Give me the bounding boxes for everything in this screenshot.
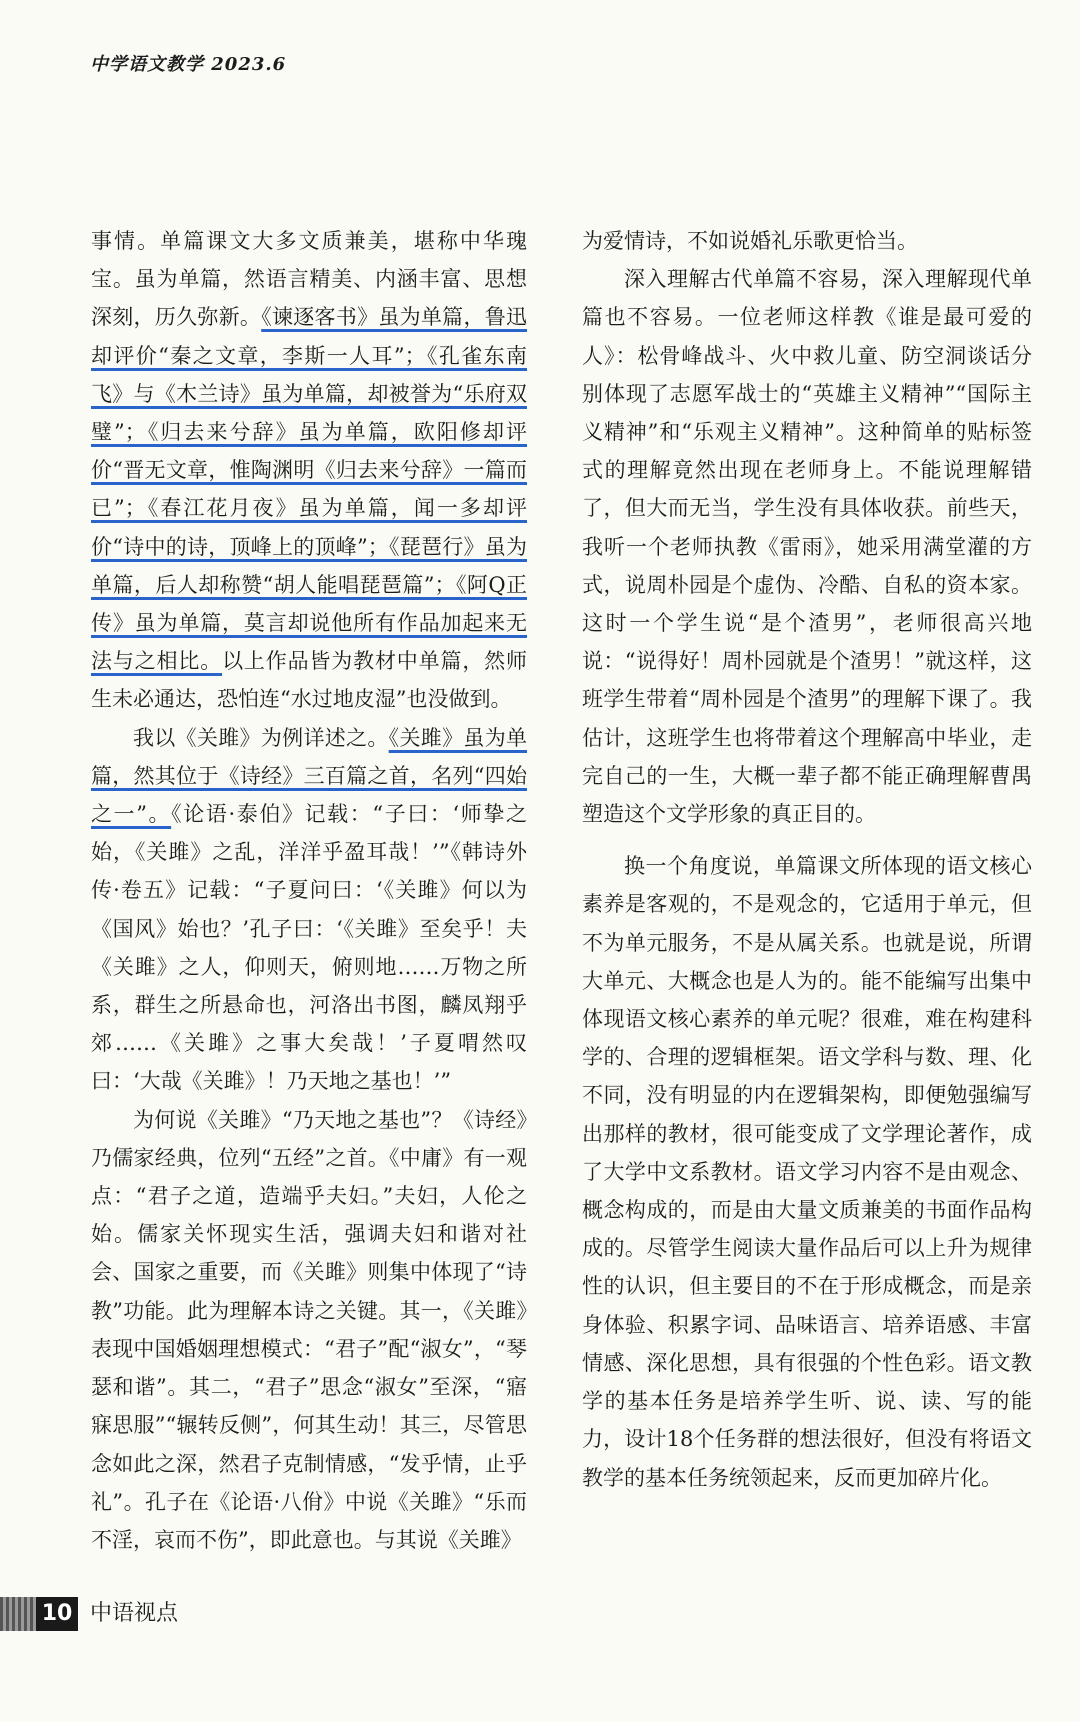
left-column bbox=[91, 222, 527, 1559]
highlighted-passage: 《谏逐客书》虽为单篇，鲁迅却评价“秦之文章，李斯一人耳”；《孔雀东南飞》与《木兰诗》虽为单篇，却被誉为“乐府双璧”；《归去来兮辞》虽为单篇，欧阳修却评价“晋无文章，惟陶渊明《归去来兮辞》一篇而已”；《春江花月夜》虽为单篇，闻一多却评价“诗中的诗，顶峰上的顶峰”；《琵琶行》虽为单篇，后人却称赞“胡人能唱琵琶篇”；《阿Q正传》虽为单篇，莫言却说他所有作品加起来无法与之相比。 bbox=[91, 305, 528, 674]
page-number: 10 bbox=[36, 1597, 78, 1631]
journal-header: 中学语文教学 2023.6 bbox=[90, 54, 287, 75]
text-run: 我以《关雎》为例详述之。 bbox=[133, 725, 389, 750]
section-name: 中语视点 bbox=[90, 1601, 179, 1626]
left-paragraph-2 bbox=[91, 719, 527, 1101]
highlighted-passage: 《关雎》虽为单篇，然其位于《诗经》三百篇之首，名列“四始之一”。 bbox=[91, 725, 528, 827]
right-paragraph-2: 深入理解古代单篇不容易，深入理解现代单篇也不容易。一位老师这样教《谁是最可爱的人》：松骨峰战斗、火中救儿童、防空洞谈话分别体现了志愿军战士的“英雄主义精神”“国际主义精神”和“乐观主义精神”。这种简单的贴标签式的理解竟然出现在老师身上。不能说理解错了，但大而无当，学生没有具体收获。前些天，我听一个老师执教《雷雨》，她采用满堂灌的方式，说周朴园是个虚伪、冷酷、自私的资本家。这时一个学生说“是个渣男”，老师很高兴地说：“说得好！周朴园就是个渣男！”就这样，这班学生带着“周朴园是个渣男”的理解下课了。我估计，这班学生也将带着这个理解高中毕业，走完自己的一生，大概一辈子都不能正确理解曹禺塑造这个文学形象的真正目的。 bbox=[582, 267, 1032, 827]
right-paragraph-1: 为爱情诗，不如说婚礼乐歌更恰当。 bbox=[582, 229, 918, 253]
right-column bbox=[582, 222, 1032, 1497]
right-paragraph-3: 换一个角度说，单篇课文所体现的语文核心素养是客观的，不是观念的，它适用于单元，但不为单元服务，不是从属关系。也就是说，所谓大单元、大概念也是人为的。能不能编写出集中体现语文核心素养的单元呢？很难，难在构建科学的、合理的逻辑框架。语文学科与数、理、化不同，没有明显的内在逻辑架构，即便勉强编写出那样的教材，很可能变成了文学理论著作，成了大学中文系教材。语文学习内容不是由观念、概念构成的，而是由大量文质兼美的书面作品构成的。尽管学生阅读大量作品后可以上升为规律性的认识，但主要目的不在于形成概念，而是亲身体验、积累字词、品味语言、培养语感、丰富情感、深化思想，具有很强的个性色彩。语文教学的基本任务是培养学生听、说、读、写的能力，设计18个任务群的想法很好，但没有将语文教学的基本任务统领起来，反而更加碎片化。 bbox=[582, 854, 1032, 1490]
text-run: 以上作品皆为教材中单篇，然师生未必通达，恐怕连“水过地皮湿”也没做到。 bbox=[91, 649, 528, 712]
text-run: 事情。单篇课文大多文质兼美，堪称中华瑰宝。虽为单篇，然语言精美、内涵丰富、思想深刻，历久弥新。 bbox=[91, 229, 527, 330]
text-run: 《论语·泰伯》记载：“子曰：‘师挚之始，《关雎》之乱，洋洋乎盈耳哉！’”《韩诗外传·卷五》记载：“子夏问曰：‘《关雎》何以为《国风》始也？’孔子曰：‘《关雎》至矣乎！夫《关雎》之人，仰则天，俯则地……万物之所系，群生之所悬命也，河洛出书图，麟凤翔乎郊……《关雎》之事大矣哉！’子夏喟然叹曰：‘大哉《关雎》！乃天地之基也！’” bbox=[91, 802, 527, 1094]
left-paragraph-3: 为何说《关雎》“乃天地之基也”？《诗经》乃儒家经典，位列“五经”之首。《中庸》有一观点：“君子之道，造端乎夫妇。”夫妇，人伦之始。儒家关怀现实生活，强调夫妇和谐对社会、国家之重要，而《关雎》则集中体现了“诗教”功能。此为理解本诗之关键。其一，《关雎》表现中国婚姻理想模式：“君子”配“淑女”，“琴瑟和谐”。其二，“君子”思念“淑女”至深，“寤寐思服”“辗转反侧”，何其生动！其三，尽管思念如此之深，然君子克制情感，“发乎情，止乎礼”。孔子在《论语·八佾》中说《关雎》“乐而不淫，哀而不伤”，即此意也。与其说《关雎》 bbox=[91, 1107, 527, 1552]
left-paragraph-1 bbox=[91, 222, 527, 719]
